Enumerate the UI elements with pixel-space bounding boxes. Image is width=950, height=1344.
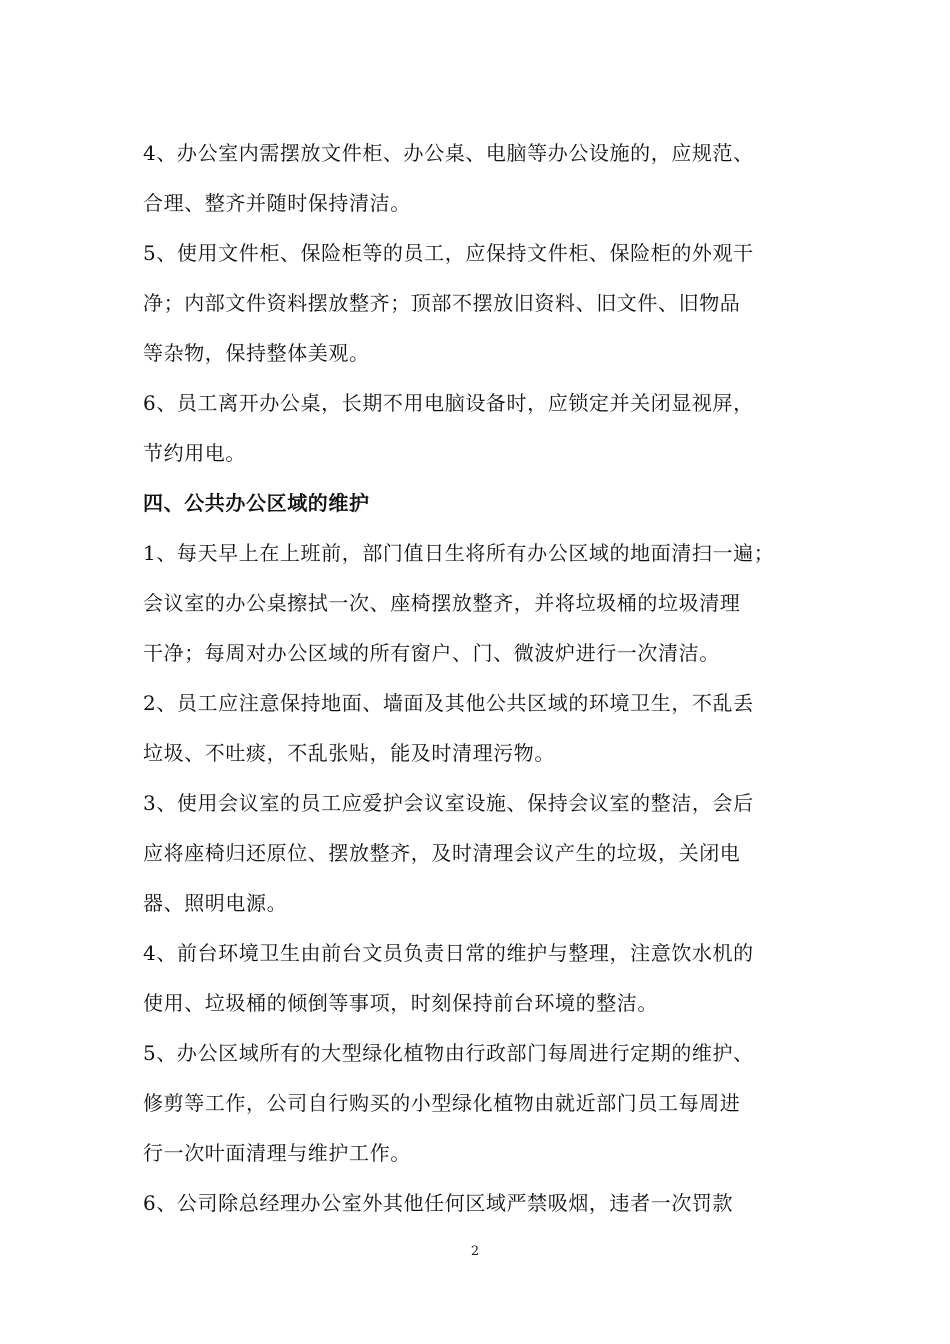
text-line: 2、员工应注意保持地面、墙面及其他公共区域的环境卫生，不乱丢 bbox=[143, 691, 754, 715]
text-line: 合理、整齐并随时保持清洁。 bbox=[143, 191, 411, 215]
text-line: 行一次叶面清理与维护工作。 bbox=[143, 1141, 411, 1165]
text-line: 4、前台环境卫生由前台文员负责日常的维护与整理，注意饮水机的 bbox=[143, 941, 754, 965]
document-body bbox=[143, 128, 815, 1228]
text-line: 干净；每周对办公区域的所有窗户、门、微波炉进行一次清洁。 bbox=[143, 641, 720, 665]
text-line: 垃圾、不吐痰，不乱张贴，能及时清理污物。 bbox=[143, 741, 555, 765]
text-line: 器、照明电源。 bbox=[143, 891, 288, 915]
text-line: 6、员工离开办公桌，长期不用电脑设备时，应锁定并关闭显视屏， bbox=[143, 391, 754, 415]
section-heading: 四、公共办公区域的维护 bbox=[143, 491, 370, 515]
text-line: 等杂物，保持整体美观。 bbox=[143, 341, 370, 365]
text-line: 修剪等工作，公司自行购买的小型绿化植物由就近部门员工每周进 bbox=[143, 1091, 741, 1115]
page-number: 2 bbox=[470, 1244, 480, 1259]
text-line: 应将座椅归还原位、摆放整齐，及时清理会议产生的垃圾，关闭电 bbox=[143, 841, 741, 865]
text-line: 净；内部文件资料摆放整齐；顶部不摆放旧资料、旧文件、旧物品 bbox=[143, 291, 741, 315]
text-line: 使用、垃圾桶的倾倒等事项，时刻保持前台环境的整洁。 bbox=[143, 991, 658, 1015]
text-line: 节约用电。 bbox=[143, 441, 246, 465]
text-line: 5、使用文件柜、保险柜等的员工，应保持文件柜、保险柜的外观干 bbox=[143, 241, 754, 265]
text-line: 会议室的办公桌擦拭一次、座椅摆放整齐，并将垃圾桶的垃圾清理 bbox=[143, 591, 741, 615]
text-line: 4、办公室内需摆放文件柜、办公桌、电脑等办公设施的，应规范、 bbox=[143, 141, 754, 165]
text-line: 6、公司除总经理办公室外其他任何区域严禁吸烟，违者一次罚款 bbox=[143, 1191, 734, 1215]
text-line: 5、办公区域所有的大型绿化植物由行政部门每周进行定期的维护、 bbox=[143, 1041, 754, 1065]
text-line: 1、每天早上在上班前，部门值日生将所有办公区域的地面清扫一遍； bbox=[143, 541, 775, 565]
text-line: 3、使用会议室的员工应爱护会议室设施、保持会议室的整洁，会后 bbox=[143, 791, 754, 815]
